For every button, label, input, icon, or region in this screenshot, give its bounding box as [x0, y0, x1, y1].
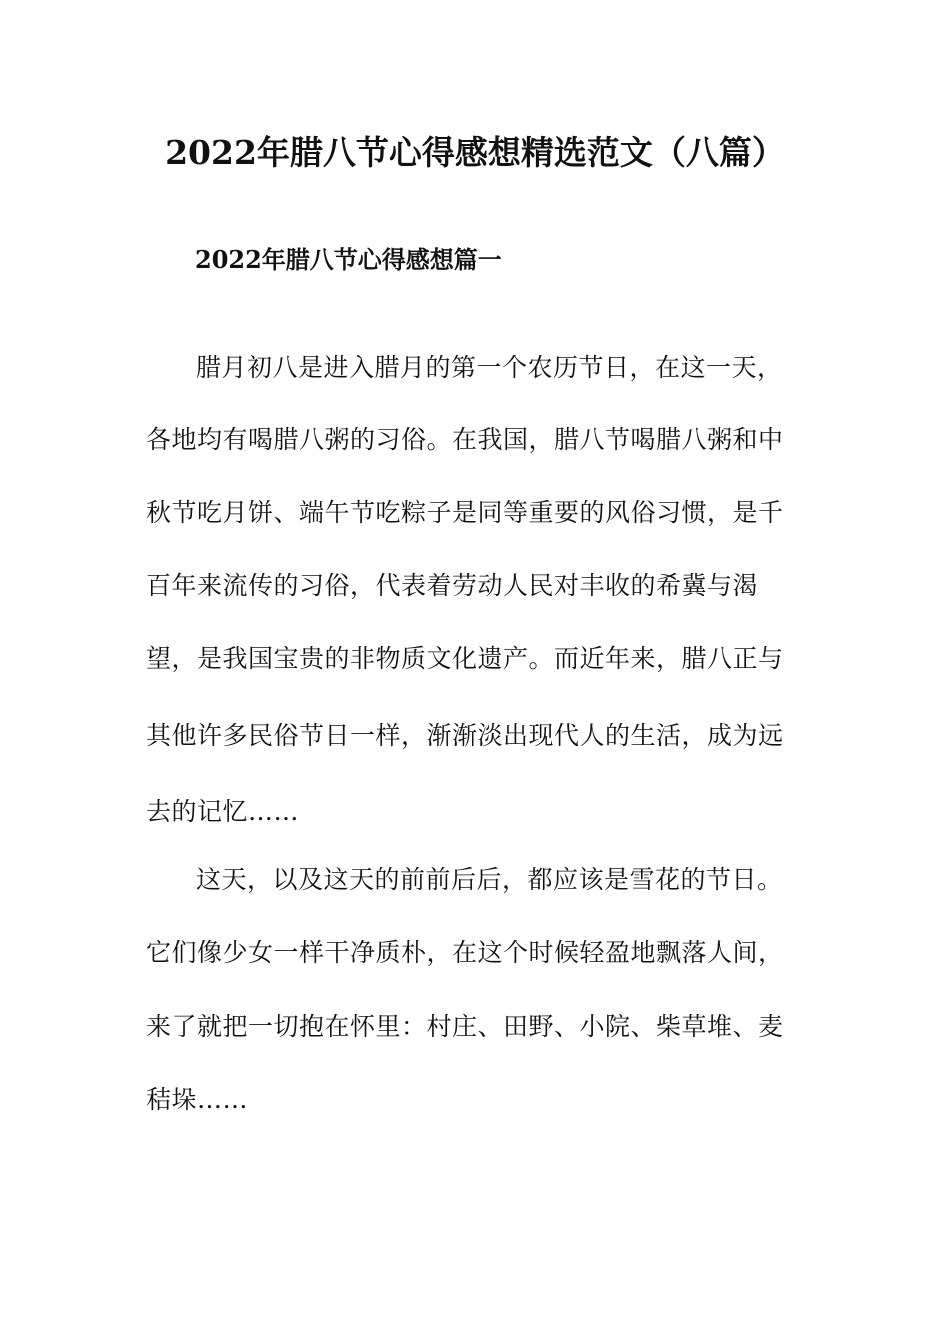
- paragraph-1-line-4: 百年来流传的习俗，代表着劳动人民对丰收的希冀与渴: [146, 571, 759, 600]
- paragraph-1-line-5: 望，是我国宝贵的非物质文化遗产。而近年来，腊八正与: [146, 644, 784, 673]
- paragraph-1-line-1: 腊月初八是进入腊月的第一个农历节日，在这一天，: [196, 353, 783, 382]
- document-title: 2022年腊八节心得感想精选范文（八篇）: [165, 133, 785, 172]
- section-heading: 2022年腊八节心得感想篇一: [195, 245, 502, 274]
- paragraph-2-line-2: 它们像少女一样干净质朴，在这个时候轻盈地飘落人间，: [146, 938, 784, 967]
- paragraph-2-line-1: 这天，以及这天的前前后后，都应该是雪花的节日。: [196, 865, 783, 894]
- paragraph-1-line-3: 秋节吃月饼、端午节吃粽子是同等重要的风俗习惯，是千: [146, 498, 784, 527]
- paragraph-1-line-6: 其他许多民俗节日一样，渐渐淡出现代人的生活，成为远: [146, 721, 784, 750]
- paragraph-2-line-4: 秸垛……: [146, 1085, 249, 1114]
- paragraph-1-line-2: 各地均有喝腊八粥的习俗。在我国，腊八节喝腊八粥和中: [146, 425, 784, 454]
- paragraph-1-line-7: 去的记忆……: [146, 797, 300, 826]
- paragraph-2-line-3: 来了就把一切抱在怀里：村庄、田野、小院、柴草堆、麦: [146, 1012, 784, 1041]
